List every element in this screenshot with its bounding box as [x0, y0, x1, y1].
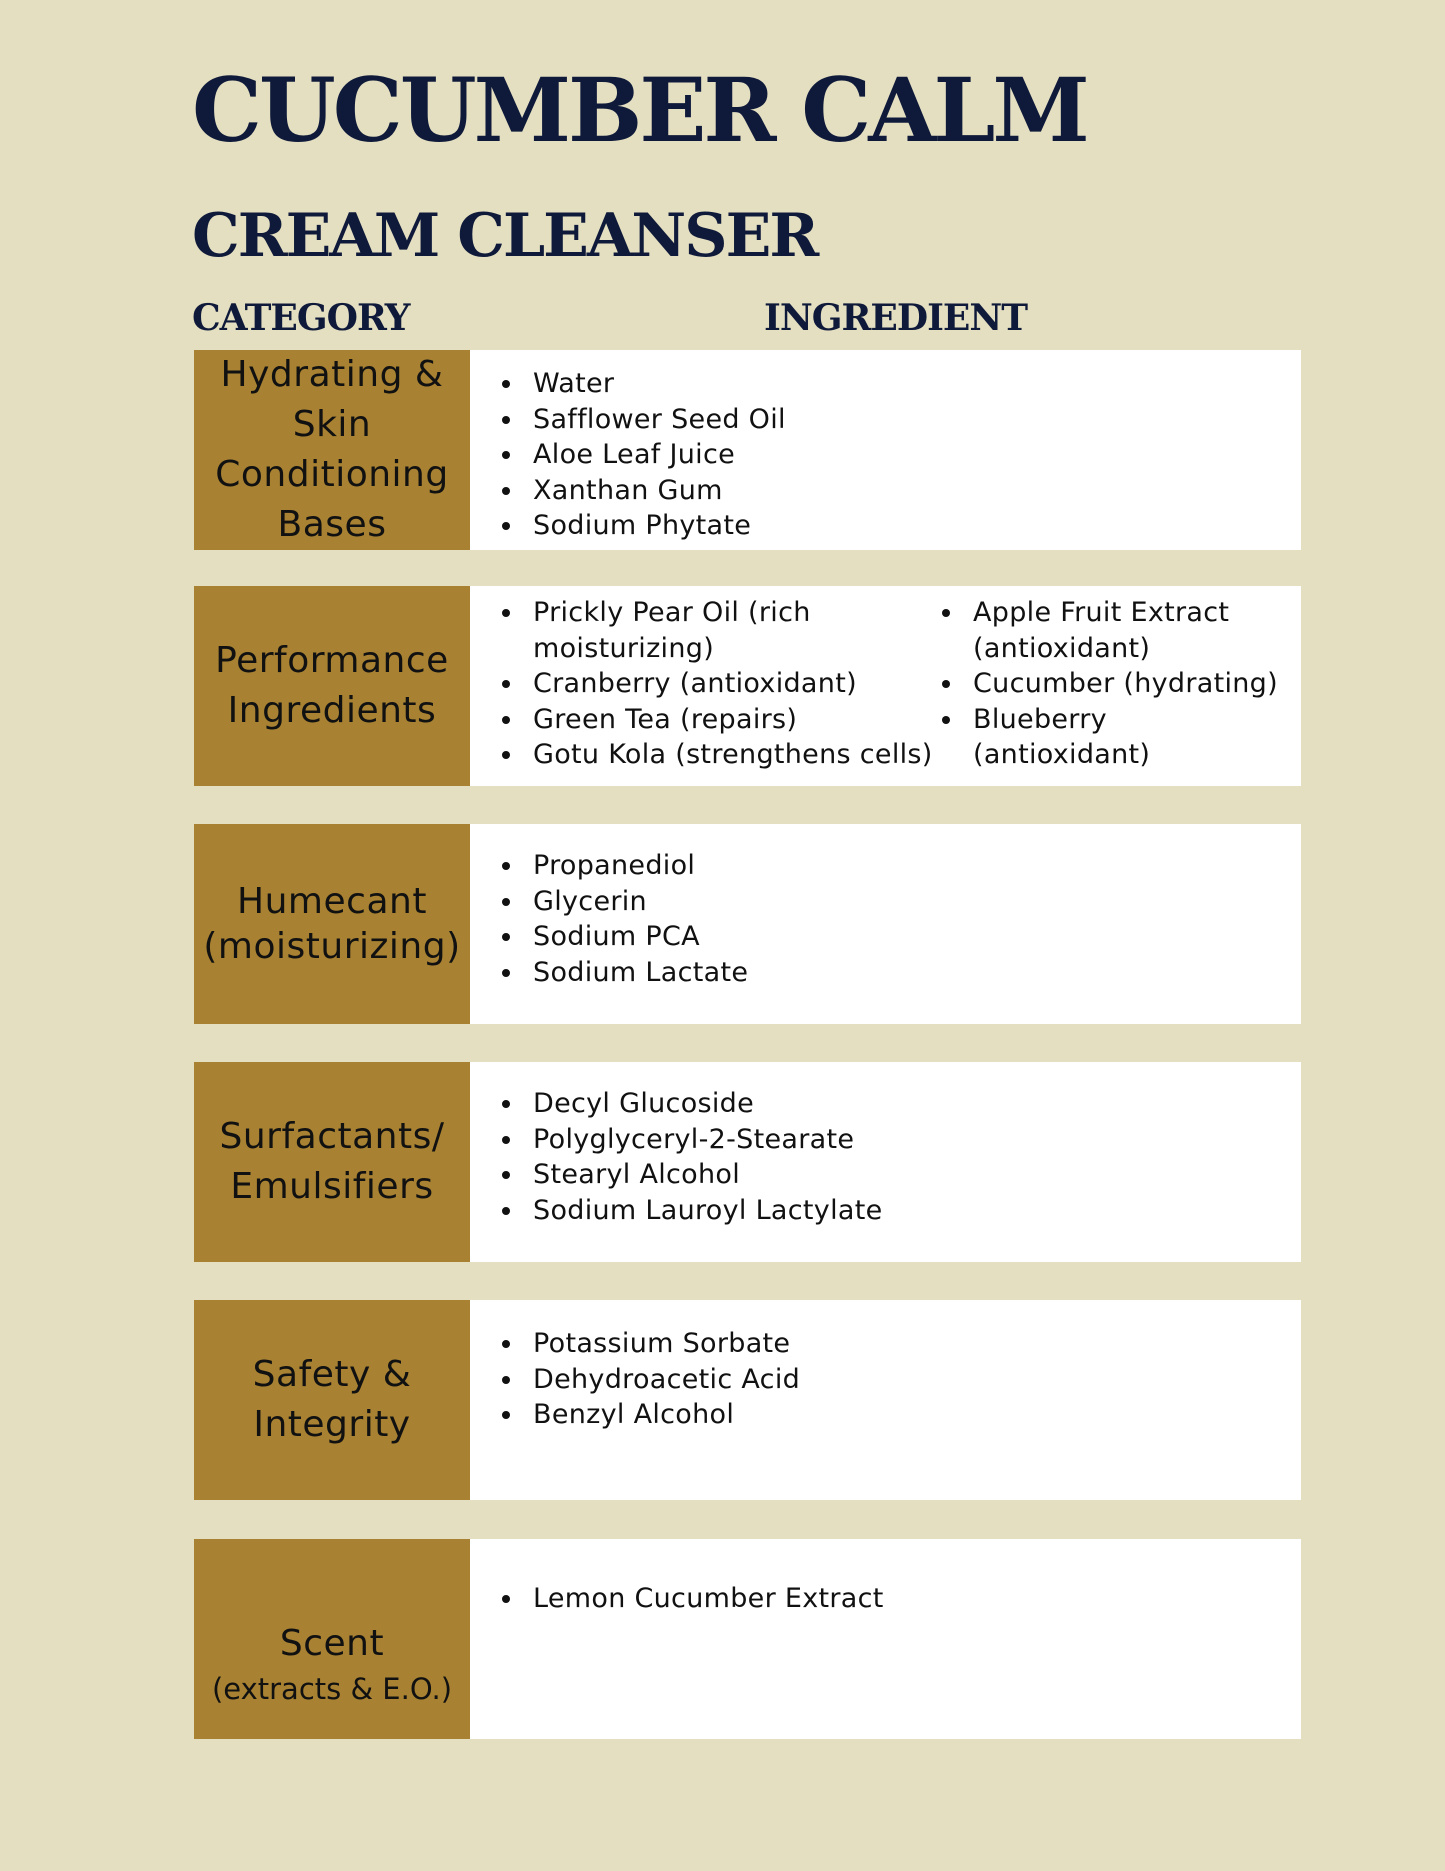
- table-row-humecant: [194, 824, 1301, 1024]
- category-column-header: CATEGORY: [192, 297, 410, 339]
- list-item: Sodium Lauroyl Lactylate: [500, 1193, 883, 1229]
- ingredient-cell: [470, 586, 1301, 786]
- list-item: Xanthan Gum: [500, 473, 786, 509]
- list-item: Gotu Kola (strengthens cells): [500, 737, 940, 773]
- list-item: Aloe Leaf Juice: [500, 437, 786, 473]
- product-title: CUCUMBER CALM: [192, 58, 1087, 162]
- list-item: Green Tea (repairs): [500, 702, 940, 738]
- list-item: Lemon Cucumber Extract: [500, 1581, 884, 1617]
- list-item: Sodium Phytate: [500, 508, 786, 544]
- list-item: Stearyl Alcohol: [500, 1157, 883, 1193]
- ingredient-list: [500, 1581, 884, 1617]
- category-label: Surfactants/ Emulsifiers: [219, 1116, 445, 1207]
- list-item: Prickly Pear Oil (rich moisturizing): [500, 595, 940, 666]
- list-item: Blueberry (antioxidant): [940, 702, 1280, 773]
- table-row-surfactants: [194, 1062, 1301, 1262]
- product-subtitle: CREAM CLEANSER: [192, 201, 818, 271]
- list-item: Water: [500, 366, 786, 402]
- table-row-scent: [194, 1539, 1301, 1739]
- list-item: Polyglyceryl-2-Stearate: [500, 1122, 883, 1158]
- ingredient-list-right: [940, 595, 1280, 773]
- category-note: (extracts & E.O.): [211, 1672, 453, 1706]
- list-item: Dehydroacetic Acid: [500, 1362, 800, 1398]
- category-cell: [194, 1062, 470, 1262]
- list-item: Benzyl Alcohol: [500, 1397, 800, 1433]
- ingredient-columns: [500, 595, 1280, 773]
- ingredient-list: [500, 1086, 883, 1228]
- category-label: Hydrating & Skin Conditioning Bases: [215, 354, 449, 545]
- ingredient-list: [500, 848, 748, 990]
- category-label: Humecant (moisturizing): [203, 881, 461, 967]
- ingredient-list-left: [500, 595, 940, 773]
- ingredient-column-header: INGREDIENT: [764, 297, 1028, 339]
- list-item: Sodium Lactate: [500, 955, 748, 991]
- list-item: Cranberry (antioxidant): [500, 666, 940, 702]
- ingredient-list: [500, 1326, 800, 1433]
- list-item: Apple Fruit Extract (antioxidant): [940, 595, 1280, 666]
- list-item: Propanediol: [500, 848, 748, 884]
- list-item: Sodium PCA: [500, 919, 748, 955]
- table-row-performance: [194, 586, 1301, 786]
- list-item: Cucumber (hydrating): [940, 666, 1280, 702]
- ingredient-cell: [470, 1300, 1301, 1500]
- ingredient-cell: [470, 824, 1301, 1024]
- category-cell: [194, 350, 470, 550]
- list-item: Safflower Seed Oil: [500, 402, 786, 438]
- category-label: Scent: [279, 1623, 385, 1664]
- ingredient-cell: [470, 1062, 1301, 1262]
- list-item: Potassium Sorbate: [500, 1326, 800, 1362]
- list-item: Decyl Glucoside: [500, 1086, 883, 1122]
- table-row-hydrating: [194, 350, 1301, 550]
- ingredient-cell: [470, 350, 1301, 550]
- ingredient-cell: [470, 1539, 1301, 1739]
- ingredient-list: [500, 366, 786, 544]
- category-cell: [194, 586, 470, 786]
- category-label: Safety & Integrity: [252, 1354, 412, 1445]
- category-cell: [194, 824, 470, 1024]
- category-label: Performance Ingredients: [215, 640, 449, 731]
- table-row-safety: [194, 1300, 1301, 1500]
- category-cell: [194, 1300, 470, 1500]
- list-item: Glycerin: [500, 884, 748, 920]
- category-cell: [194, 1539, 470, 1739]
